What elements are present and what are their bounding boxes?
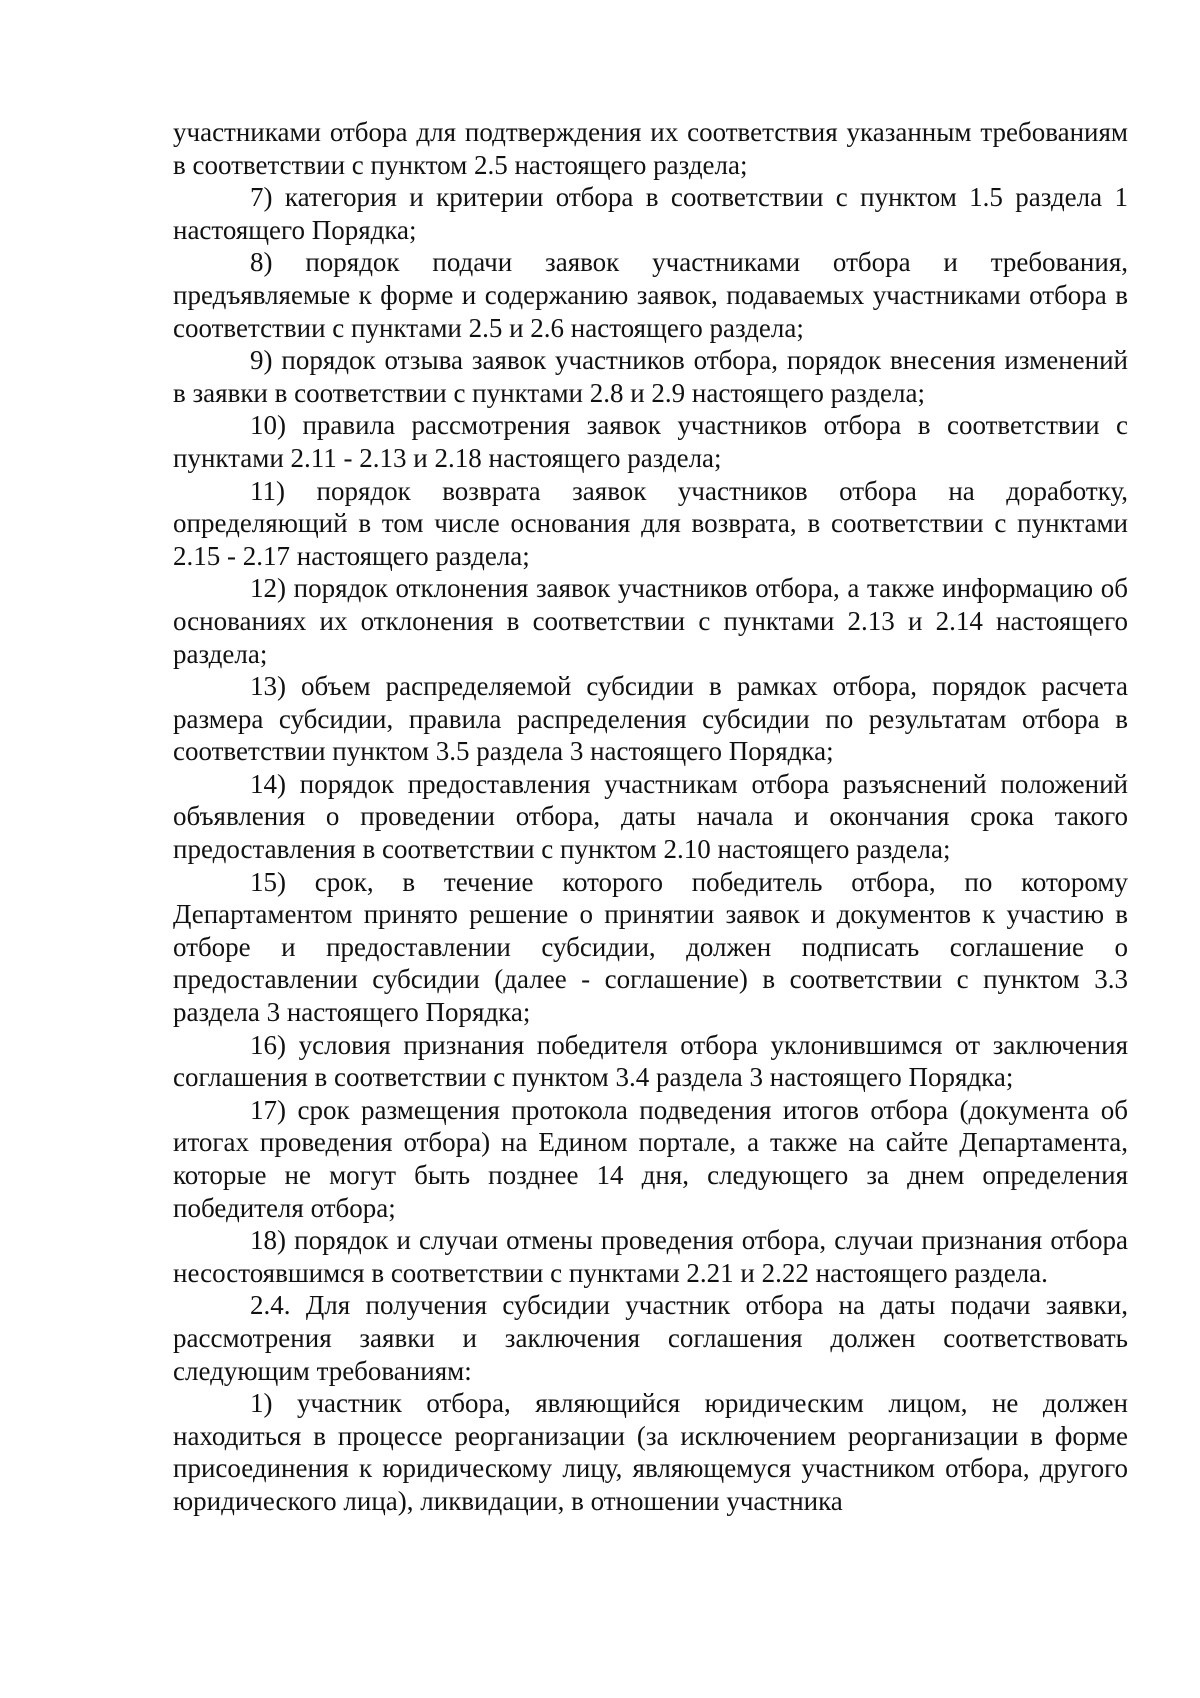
paragraph-item-12: 12) порядок отклонения заявок участников отбора, а также информацию об основаниях их отклонения в соответствии с пунктами 2.13 и 2.14 настоящего раздела; bbox=[173, 573, 1128, 669]
paragraph-item-9: 9) порядок отзыва заявок участников отбора, порядок внесения изменений в заявки в соответствии с пунктами 2.8 и 2.9 настоящего раздела; bbox=[173, 345, 1128, 408]
paragraph-item-7: 7) категория и критерии отбора в соответствии с пунктом 1.5 раздела 1 настоящего Порядка; bbox=[173, 182, 1128, 245]
paragraph-item-15: 15) срок, в течение которого победитель отбора, по которому Департаментом принято решение о принятии заявок и документов к участию в отборе и предоставлении субсидии, должен подписать соглашение о предоставлении субсидии (далее - соглашение) в соответствии с пунктом 3.3 раздела 3 настоящего Порядка; bbox=[173, 866, 1128, 1028]
paragraph-requirement-1: 1) участник отбора, являющийся юридическим лицом, не должен находиться в процессе реорганизации (за исключением реорганизации в форме присоединения к юридическому лицу, являющемуся участником отбора, другого юридического лица), ликвидации, в отношении участника bbox=[173, 1388, 1128, 1516]
document-page bbox=[173, 116, 1128, 1518]
paragraph-item-13: 13) объем распределяемой субсидии в рамках отбора, порядок расчета размера субсидии, правила распределения субсидии по результатам отбора в соответствии пунктом 3.5 раздела 3 настоящего Порядка; bbox=[173, 671, 1128, 767]
paragraph-item-14: 14) порядок предоставления участникам отбора разъяснений положений объявления о проведении отбора, даты начала и окончания срока такого предоставления в соответствии с пунктом 2.10 настоящего раздела; bbox=[173, 768, 1128, 865]
paragraph-continuation: участниками отбора для подтверждения их соответствия указанным требованиям в соответствии с пунктом 2.5 настоящего раздела; bbox=[173, 117, 1128, 180]
paragraph-section-2-4: 2.4. Для получения субсидии участник отбора на даты подачи заявки, рассмотрения заявки и заключения соглашения должен соответствовать следующим требованиям: bbox=[173, 1290, 1128, 1386]
paragraph-item-16: 16) условия признания победителя отбора уклонившимся от заключения соглашения в соответствии с пунктом 3.4 раздела 3 настоящего Порядка; bbox=[173, 1029, 1128, 1093]
paragraph-item-8: 8) порядок подачи заявок участниками отбора и требования, предъявляемые к форме и содержанию заявок, подаваемых участниками отбора в соответствии с пунктами 2.5 и 2.6 настоящего раздела; bbox=[173, 247, 1128, 343]
paragraph-item-11: 11) порядок возврата заявок участников отбора на доработку, определяющий в том числе основания для возврата, в соответствии с пунктами 2.15 - 2.17 настоящего раздела; bbox=[173, 475, 1128, 571]
paragraph-item-18: 18) порядок и случаи отмены проведения отбора, случаи признания отбора несостоявшимся в соответствии с пунктами 2.21 и 2.22 настоящего раздела. bbox=[173, 1225, 1128, 1288]
paragraph-item-10: 10) правила рассмотрения заявок участников отбора в соответствии с пунктами 2.11 - 2.13 и 2.18 настоящего раздела; bbox=[173, 410, 1128, 473]
paragraph-item-17: 17) срок размещения протокола подведения итогов отбора (документа об итогах проведения отбора) на Едином портале, а также на сайте Департамента, которые не могут быть позднее 14 дня, следующего за днем определения победителя отбора; bbox=[173, 1094, 1128, 1223]
